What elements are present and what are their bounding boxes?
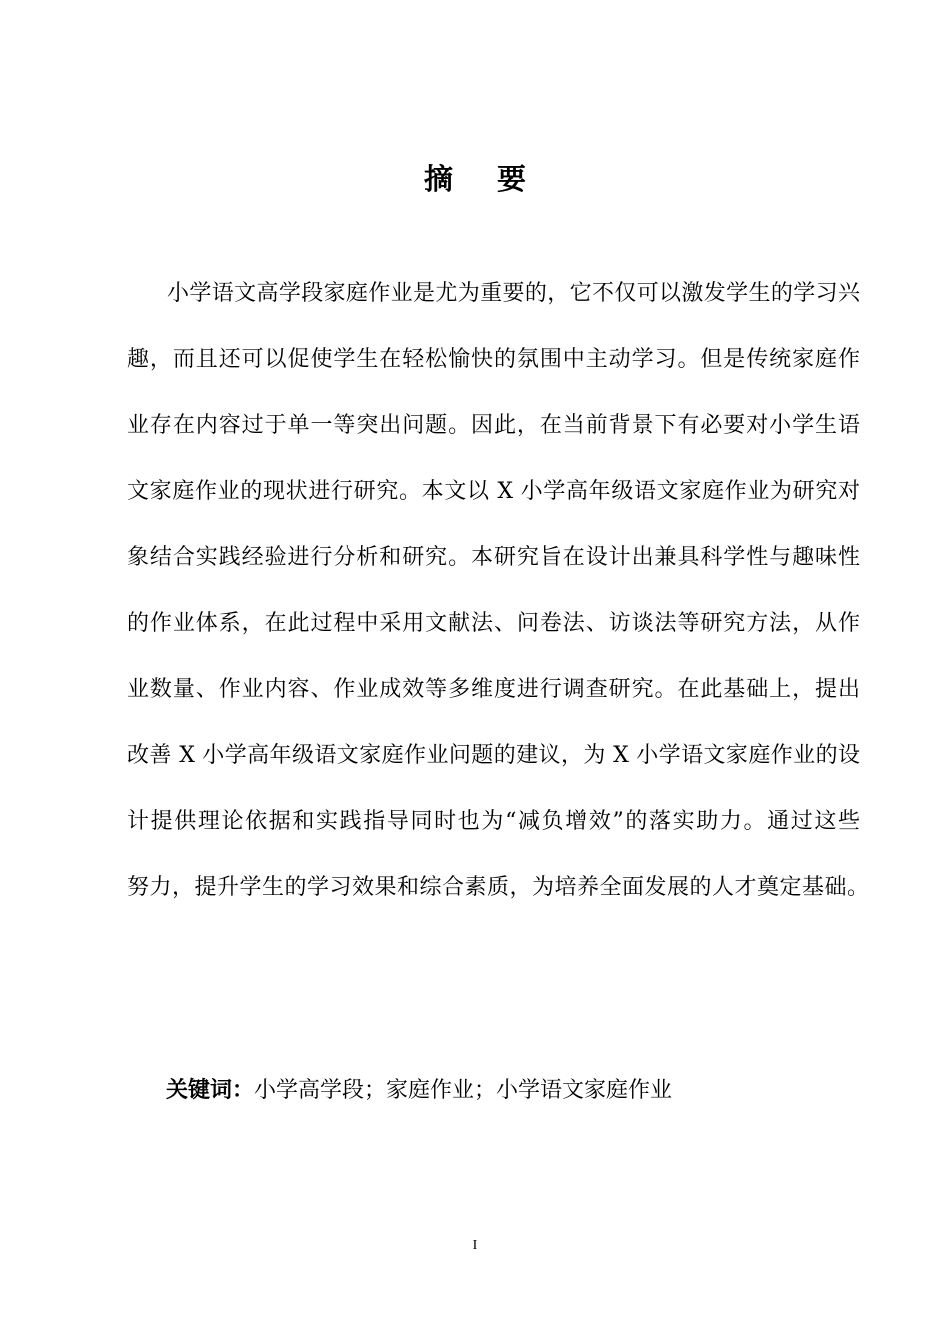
abstract-line: 小学语文高学段家庭作业是尤为重要的，它不仅可以激发学生的学习兴 [167, 281, 860, 306]
keywords [166, 1071, 672, 1111]
abstract-line: 改善 X 小学高年级语文家庭作业问题的建议，为 X 小学语文家庭作业的设 [127, 743, 860, 768]
abstract-line: 业数量、作业内容、作业成效等多维度进行调查研究。在此基础上，提出 [127, 677, 860, 702]
abstract-line: 趣，而且还可以促使学生在轻松愉快的氛围中主动学习。但是传统家庭作 [127, 347, 860, 372]
abstract-line: 的作业体系，在此过程中采用文献法、问卷法、访谈法等研究方法，从作 [127, 611, 860, 636]
abstract-line: 文家庭作业的现状进行研究。本文以 X 小学高年级语文家庭作业为研究对 [127, 479, 860, 504]
abstract-line: 象结合实践经验进行分析和研究。本研究旨在设计出兼具科学性与趣味性 [127, 545, 860, 570]
abstract-line: 业存在内容过于单一等突出问题。因此，在当前背景下有必要对小学生语 [127, 413, 860, 438]
keywords-label: 关键词： [166, 1078, 255, 1103]
keywords-value: 小学高学段；家庭作业；小学语文家庭作业 [254, 1078, 673, 1103]
abstract-title: 摘要 [423, 162, 570, 196]
abstract-line: 计提供理论依据和实践指导同时也为“减负增效”的落实助力。通过这些 [127, 809, 860, 834]
abstract-line: 努力，提升学生的学习效果和综合素质，为培养全面发展的人才奠定基础。 [127, 875, 870, 900]
abstract-body [127, 274, 870, 934]
page-number: I [472, 1238, 478, 1253]
